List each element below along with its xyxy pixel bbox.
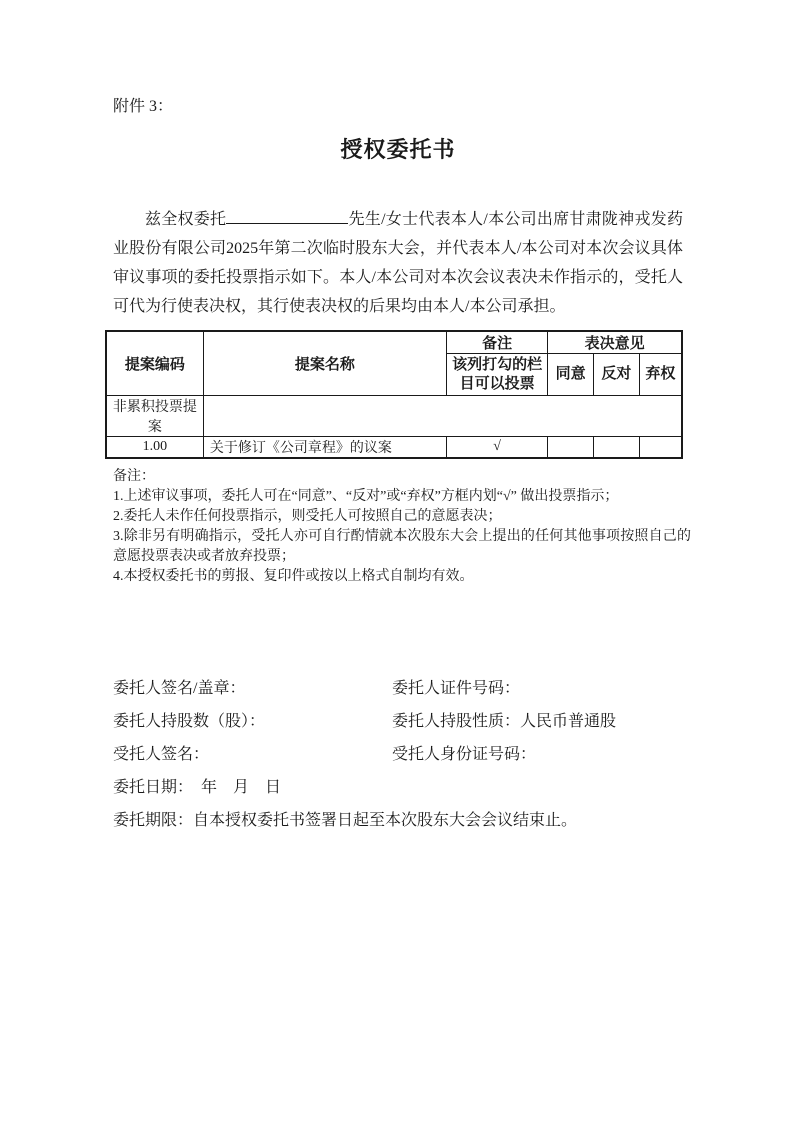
note-item-3: 3.除非另有明确指示，受托人亦可自行酌情就本次股东大会上提出的任何其他事项按照自己的意愿投票表决或者放弃投票； [113,529,691,564]
entrust-term-label: 委托期限：自本授权委托书签署日起至本次股东大会会议结束止。 [113,812,578,829]
abstain-vote-cell[interactable] [639,437,682,459]
intro-text-after: 先生/女士代表本人/本公司出席甘肃陇神戎发药业股份有限公司2025年第二次临时股东大会，并代表本人/本公司对本次会议具体审议事项的委托投票指示如下。本人/本公司对本次会议表决未作指示的，受托人可代为行使表决权，其行使表决权的后果均由本人/本公司承担。 [113,211,683,315]
intro-paragraph [113,205,683,321]
agree-vote-cell[interactable] [548,437,594,459]
note-item-2: 2.委托人未作任何投票指示，则受托人可按照自己的意愿表决； [113,509,502,524]
table-row [106,437,682,459]
signature-row-shareholding [113,712,683,732]
proposal-name-cell: 关于修订《公司章程》的议案 [203,437,446,459]
proxy-id-number-label: 受托人身份证号码： [392,746,537,763]
signature-section [113,679,683,831]
attachment-label: 附件 3： [113,98,174,115]
section-row-label: 非累积投票提案 [106,396,203,437]
signature-row-principal-sign [113,679,683,699]
proposal-code-cell: 1.00 [106,437,203,459]
notes-label: 备注： [113,469,155,484]
against-vote-cell[interactable] [593,437,639,459]
page-title: 授权委托书 [340,137,456,162]
entrust-date-label: 委托日期： 年 月 日 [113,779,282,796]
principal-name-blank-field[interactable] [226,208,348,224]
header-proposal-code: 提案编码 [106,331,203,396]
voting-instruction-table [105,330,683,459]
principal-signature-label: 委托人签名/盖章： [113,680,246,697]
header-proposal-name: 提案名称 [203,331,446,396]
notes-section [113,467,691,587]
header-remark: 备注 [447,331,548,354]
principal-shares-label: 委托人持股数（股）： [113,713,266,730]
header-agree: 同意 [548,354,594,396]
principal-share-type-label: 委托人持股性质：人民币普通股 [392,713,617,730]
intro-text-before: 兹全权委托 [145,211,227,228]
remark-checkmark-cell: √ [447,437,548,459]
note-item-1: 1.上述审议事项，委托人可在“同意”、“反对”或“弃权”方框内划“√” 做出投票指示； [113,489,619,504]
signature-row-term [113,811,683,831]
header-abstain: 弃权 [639,354,682,396]
header-vote-opinion: 表决意见 [548,331,682,354]
header-remark-sub: 该列打勾的栏目可以投票 [447,354,548,396]
note-item-4: 4.本授权委托书的剪报、复印件或按以上格式自制均有效。 [113,569,474,584]
proxy-signature-label: 受托人签名： [113,746,210,763]
section-row-merged-cell [203,396,682,437]
principal-id-number-label: 委托人证件号码： [392,680,521,697]
entrust-date-value [392,778,683,798]
signature-row-date [113,778,683,798]
signature-row-proxy-sign [113,745,683,765]
header-against: 反对 [593,354,639,396]
